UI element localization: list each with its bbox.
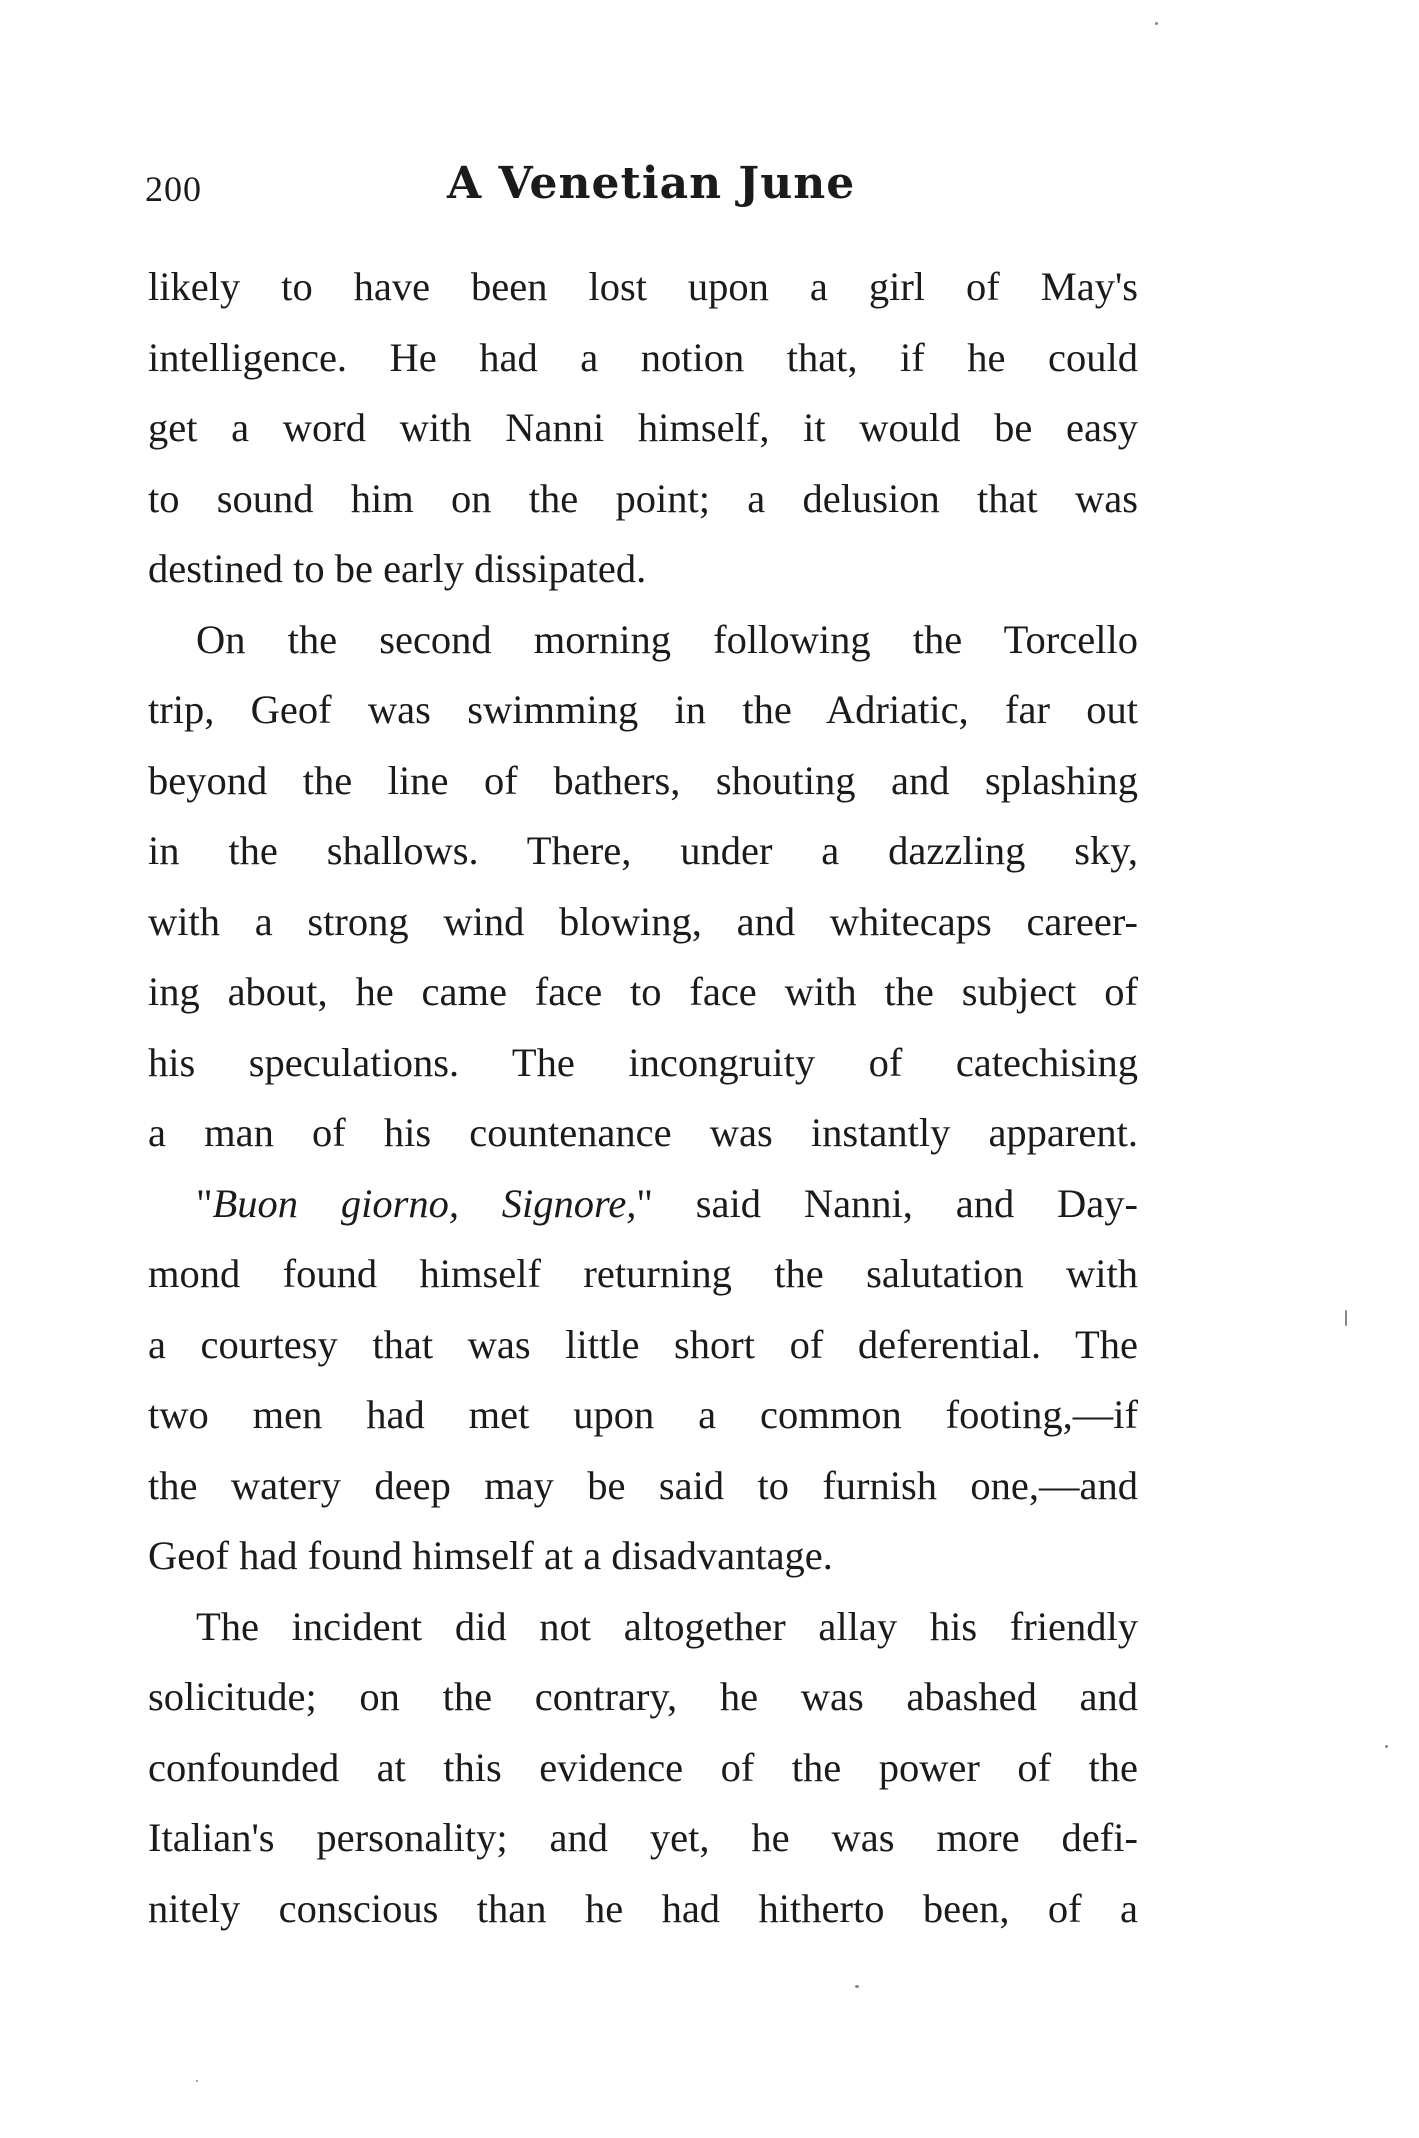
text-line: a courtesy that was little short of deferential. The (148, 1321, 1138, 1367)
page-number: 200 (145, 169, 202, 209)
text-line: trip, Geof was swimming in the Adriatic, far out (148, 687, 1138, 732)
scan-speck (1385, 1745, 1388, 1748)
scan-speck (1345, 1310, 1347, 1326)
text-line: a man of his countenance was instantly apparent. (148, 1110, 1138, 1155)
text-line: two men had met upon a common footing,—if (148, 1392, 1138, 1437)
scan-speck (855, 1985, 859, 1988)
italic-phrase: Buon giorno, Signore, (212, 1180, 637, 1226)
text-line: confounded at this evidence of the power of the (148, 1744, 1138, 1790)
text-line: get a word with Nanni himself, it would be easy (148, 405, 1138, 450)
scan-speck (196, 2080, 198, 2082)
text-line: On the second morning following the Torcello (196, 616, 1138, 662)
text-line: mond found himself returning the salutation with (148, 1251, 1138, 1296)
text-line: likely to have been lost upon a girl of May's (148, 264, 1138, 309)
scan-speck (1155, 22, 1158, 25)
text-line: with a strong wind blowing, and whitecaps career- (148, 898, 1138, 944)
text-line: in the shallows. There, under a dazzling sky, (148, 828, 1138, 873)
text-line: solicitude; on the contrary, he was abashed and (148, 1674, 1138, 1719)
running-head (145, 158, 1145, 218)
text-line: the watery deep may be said to furnish one,—and (148, 1462, 1138, 1508)
text-line: intelligence. He had a notion that, if he could (148, 334, 1138, 380)
body-text (148, 252, 1138, 1944)
text-line: nitely conscious than he had hitherto been, of a (148, 1885, 1138, 1931)
text-line: Geof had found himself at a disadvantage. (148, 1533, 833, 1578)
text-line: destined to be early dissipated. (148, 546, 647, 591)
text-line-italic-opening: "Buon giorno, Signore," said Nanni, and Day- (196, 1180, 1138, 1226)
text-line: beyond the line of bathers, shouting and splashing (148, 757, 1138, 803)
text-line: to sound him on the point; a delusion that was (148, 475, 1138, 521)
text-line: The incident did not altogether allay his friendly (196, 1603, 1138, 1649)
text-line: Italian's personality; and yet, he was more defi- (148, 1815, 1138, 1860)
text-line: ing about, he came face to face with the subject of (148, 969, 1138, 1014)
book-title: A Venetian June (447, 158, 856, 209)
text-line: his speculations. The incongruity of catechising (148, 1039, 1138, 1085)
